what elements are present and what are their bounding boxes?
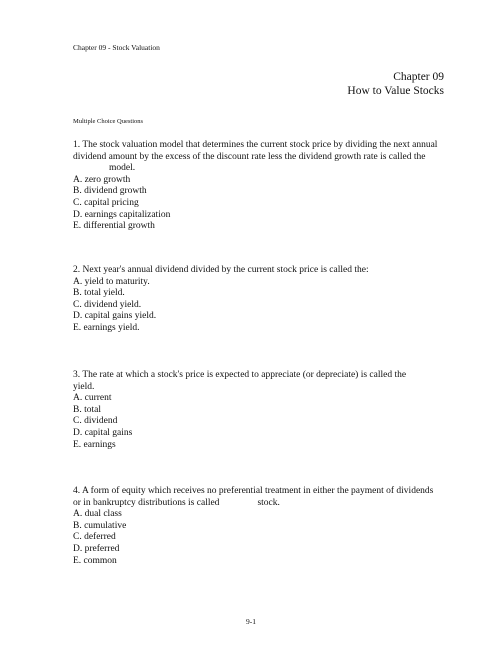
stem-line: model. xyxy=(109,163,136,174)
option: E. differential growth xyxy=(73,221,155,232)
question-4 xyxy=(73,486,448,567)
option: B. total xyxy=(73,404,101,415)
chapter-subtitle: How to Value Stocks xyxy=(347,85,444,97)
option: B. dividend growth xyxy=(73,186,147,197)
stem-line: 2. Next year's annual dividend divided by the current stock price is called the: xyxy=(73,265,369,275)
stem-line: 1. The stock valuation model that determines the current stock price by dividing the next annual xyxy=(73,140,438,150)
option: A. yield to maturity. xyxy=(73,276,150,287)
question-stem xyxy=(73,265,448,277)
option: C. dividend yield. xyxy=(73,299,142,310)
options-list xyxy=(73,509,448,567)
option: C. dividend xyxy=(73,416,118,427)
stem-line: stock. xyxy=(257,497,280,508)
option: B. total yield. xyxy=(73,288,125,299)
question-1 xyxy=(73,140,448,233)
stem-line: dividend amount by the excess of the discount rate less the dividend growth rate is called the xyxy=(73,151,426,162)
stem-line: or in bankruptcy distributions is called xyxy=(73,497,220,508)
option: D. preferred xyxy=(73,543,120,554)
question-stem xyxy=(73,486,448,509)
stem-line: 4. A form of equity which receives no preferential treatment in either the payment of dividends xyxy=(73,486,434,496)
options-list xyxy=(73,393,448,451)
option: A. zero growth xyxy=(73,174,131,185)
question-stem xyxy=(73,370,448,393)
chapter-number: Chapter 09 xyxy=(393,71,444,83)
option: C. deferred xyxy=(73,532,116,543)
option: E. earnings yield. xyxy=(73,322,140,333)
option: E. common xyxy=(73,555,117,566)
stem-line: 3. The rate at which a stock's price is expected to appreciate (or depreciate) is called the xyxy=(73,370,407,380)
option: B. cumulative xyxy=(73,520,127,531)
question-stem xyxy=(73,140,448,175)
option: D. earnings capitalization xyxy=(73,209,171,220)
option: C. capital pricing xyxy=(73,197,139,208)
options-list xyxy=(73,175,448,233)
chapter-title-block xyxy=(347,70,444,98)
question-2 xyxy=(73,265,448,335)
option: A. dual class xyxy=(73,509,122,520)
option: D. capital gains yield. xyxy=(73,311,157,322)
page-number: 9-1 xyxy=(246,617,256,626)
section-label: Multiple Choice Questions xyxy=(73,118,144,125)
running-header: Chapter 09 - Stock Valuation xyxy=(73,43,160,52)
question-3 xyxy=(73,370,448,451)
stem-line: yield. xyxy=(73,381,95,392)
option: E. earnings xyxy=(73,439,116,450)
option: A. current xyxy=(73,393,112,404)
options-list xyxy=(73,277,448,335)
option: D. capital gains xyxy=(73,427,133,438)
